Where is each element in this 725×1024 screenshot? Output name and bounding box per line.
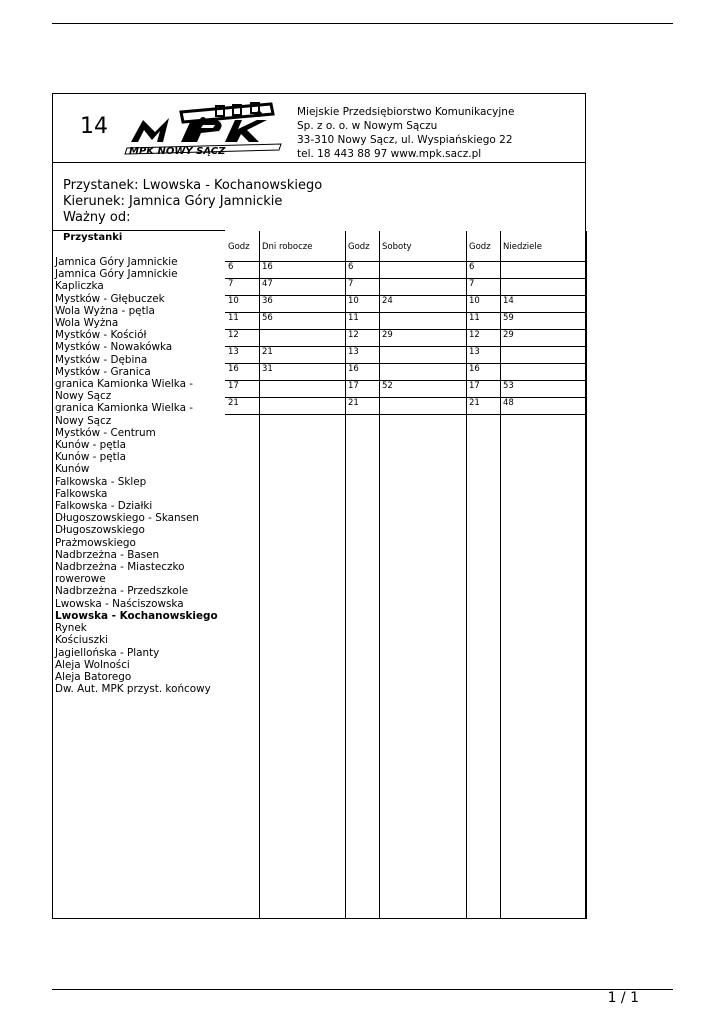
- company-info: [297, 105, 514, 161]
- hour-sunday-cell: 6: [469, 262, 475, 272]
- top-rule: [52, 23, 673, 24]
- stop-item: Jamnica Góry Jamnickie Kapliczka: [55, 268, 178, 293]
- stop-item: Falkowska - Działki: [55, 500, 153, 513]
- row-divider: [225, 295, 587, 296]
- min-weekday-cell: 21: [262, 347, 273, 357]
- hour-sunday-cell: 12: [469, 330, 480, 340]
- hour-saturday-cell: 7: [348, 279, 354, 289]
- stop-item: Lwowska - Kochanowskiego: [55, 609, 218, 622]
- stop-item: Wola Wyżna: [55, 317, 119, 330]
- min-weekday-cell: 56: [262, 313, 273, 323]
- column-divider: [379, 231, 380, 919]
- bottom-rule: [52, 989, 673, 990]
- min-sunday-cell: 48: [503, 398, 514, 408]
- stop-item: Nadbrzeżna - Miasteczko rowerowe: [55, 561, 185, 586]
- company-legal: Sp. z o. o. w Nowym Sączu: [297, 120, 438, 132]
- row-divider: [225, 397, 587, 398]
- hour-sunday-cell: 11: [469, 313, 480, 323]
- hour-weekday-cell: 6: [228, 262, 234, 272]
- page-number: 1 / 1: [607, 990, 639, 1006]
- column-divider: [259, 231, 260, 919]
- stop-name: Przystanek: Lwowska - Kochanowskiego: [63, 178, 323, 193]
- row-divider: [225, 261, 587, 262]
- stop-item: granica Kamionka Wielka - Nowy Sącz: [55, 378, 194, 403]
- stops-title: Przystanki: [63, 232, 123, 243]
- min-weekday-cell: 47: [262, 279, 273, 289]
- mpk-logo: [121, 98, 291, 158]
- hour-weekday-cell: 13: [228, 347, 239, 357]
- row-divider: [225, 363, 587, 364]
- hour-saturday-cell: 11: [348, 313, 359, 323]
- hour-sunday-cell: 13: [469, 347, 480, 357]
- line-number: 14: [80, 114, 108, 139]
- stop-item: Kościuszki: [55, 634, 109, 647]
- stop-item: Jagiellońska - Planty: [55, 646, 160, 659]
- hour-saturday-cell: 10: [348, 296, 359, 306]
- row-divider: [225, 380, 587, 381]
- stop-item: granica Kamionka Wielka - Nowy Sącz: [55, 402, 194, 427]
- stop-item: Nadbrzeżna - Przedszkole: [55, 585, 189, 598]
- company-address: 33-310 Nowy Sącz, ul. Wyspiańskiego 22: [297, 134, 513, 146]
- stops-list: [55, 256, 223, 695]
- stop-item: Rynek: [55, 622, 87, 635]
- stop-info: [63, 178, 322, 226]
- stop-item: Mystków - Nowakówka: [55, 341, 173, 354]
- hour-saturday-cell: 6: [348, 262, 354, 272]
- stop-item: Kunów - pętla: [55, 451, 126, 464]
- min-saturday-cell: 52: [382, 381, 393, 391]
- hour-saturday-cell: 17: [348, 381, 359, 391]
- row-divider: [225, 346, 587, 347]
- hour-weekday-cell: 17: [228, 381, 239, 391]
- hour-saturday-cell: 13: [348, 347, 359, 357]
- stop-item: Kunów - pętla: [55, 439, 126, 452]
- stop-item: Aleja Batorego: [55, 670, 132, 683]
- column-header: Dni robocze: [262, 242, 313, 252]
- stop-item: Mystków - Kościół: [55, 329, 147, 342]
- hour-sunday-cell: 16: [469, 364, 480, 374]
- row-divider: [225, 329, 587, 330]
- column-divider: [500, 231, 501, 919]
- column-divider: [466, 231, 467, 919]
- stop-item: Lwowska - Naściszowska: [55, 597, 184, 610]
- hour-weekday-cell: 21: [228, 398, 239, 408]
- hour-weekday-cell: 16: [228, 364, 239, 374]
- direction: Kierunek: Jamnica Góry Jamnickie: [63, 194, 283, 209]
- column-header: Niedziele: [503, 242, 542, 252]
- hour-sunday-cell: 21: [469, 398, 480, 408]
- info-separator: [53, 230, 225, 231]
- min-weekday-cell: 31: [262, 364, 273, 374]
- row-divider: [225, 278, 587, 279]
- min-sunday-cell: 59: [503, 313, 514, 323]
- hour-saturday-cell: 21: [348, 398, 359, 408]
- column-divider: [345, 231, 346, 919]
- stop-item: Dw. Aut. MPK przyst. końcowy: [55, 683, 211, 696]
- min-sunday-cell: 29: [503, 330, 514, 340]
- min-weekday-cell: 36: [262, 296, 273, 306]
- stop-item: Mystków - Centrum: [55, 426, 156, 439]
- hour-weekday-cell: 7: [228, 279, 234, 289]
- stop-item: Mystków - Granica: [55, 365, 151, 378]
- hour-saturday-cell: 12: [348, 330, 359, 340]
- stop-item: Jamnica Góry Jamnickie: [55, 256, 178, 268]
- stop-item: Falkowska: [55, 487, 108, 500]
- row-divider: [225, 414, 587, 415]
- column-header: Godz: [348, 242, 370, 252]
- company-name: Miejskie Przedsiębiorstwo Komunikacyjne: [297, 106, 515, 118]
- stop-item: Falkowska - Sklep: [55, 475, 147, 488]
- min-sunday-cell: 14: [503, 296, 514, 306]
- stop-item: Długoszowskiego - Skansen: [55, 512, 200, 525]
- hour-sunday-cell: 7: [469, 279, 475, 289]
- stop-item: Prażmowskiego: [55, 536, 136, 549]
- stop-item: Nadbrzeżna - Basen: [55, 548, 160, 561]
- column-header: Godz: [228, 242, 250, 252]
- timetable: [225, 231, 587, 919]
- company-contact: tel. 18 443 88 97 www.mpk.sacz.pl: [297, 148, 482, 160]
- hour-saturday-cell: 16: [348, 364, 359, 374]
- hour-sunday-cell: 10: [469, 296, 480, 306]
- header: [53, 94, 585, 163]
- valid-from: Ważny od:: [63, 210, 131, 225]
- stop-item: Kunów: [55, 463, 90, 476]
- row-divider: [225, 312, 587, 313]
- min-saturday-cell: 29: [382, 330, 393, 340]
- hour-sunday-cell: 17: [469, 381, 480, 391]
- hour-weekday-cell: 11: [228, 313, 239, 323]
- stop-item: Długoszowskiego: [55, 524, 145, 537]
- column-header: Soboty: [382, 242, 412, 252]
- column-header: Godz: [469, 242, 491, 252]
- min-saturday-cell: 24: [382, 296, 393, 306]
- svg-text:MPK NOWY SĄCZ: MPK NOWY SĄCZ: [129, 146, 226, 157]
- min-weekday-cell: 16: [262, 262, 273, 272]
- hour-weekday-cell: 10: [228, 296, 239, 306]
- stop-item: Wola Wyżna - pętla: [55, 304, 155, 317]
- hour-weekday-cell: 12: [228, 330, 239, 340]
- min-sunday-cell: 53: [503, 381, 514, 391]
- stop-item: Mystków - Dębina: [55, 353, 148, 366]
- stop-item: Aleja Wolności: [55, 658, 130, 671]
- stop-item: Mystków - Głębuczek: [55, 292, 165, 305]
- column-divider: [586, 231, 587, 919]
- timetable-frame: [52, 93, 586, 919]
